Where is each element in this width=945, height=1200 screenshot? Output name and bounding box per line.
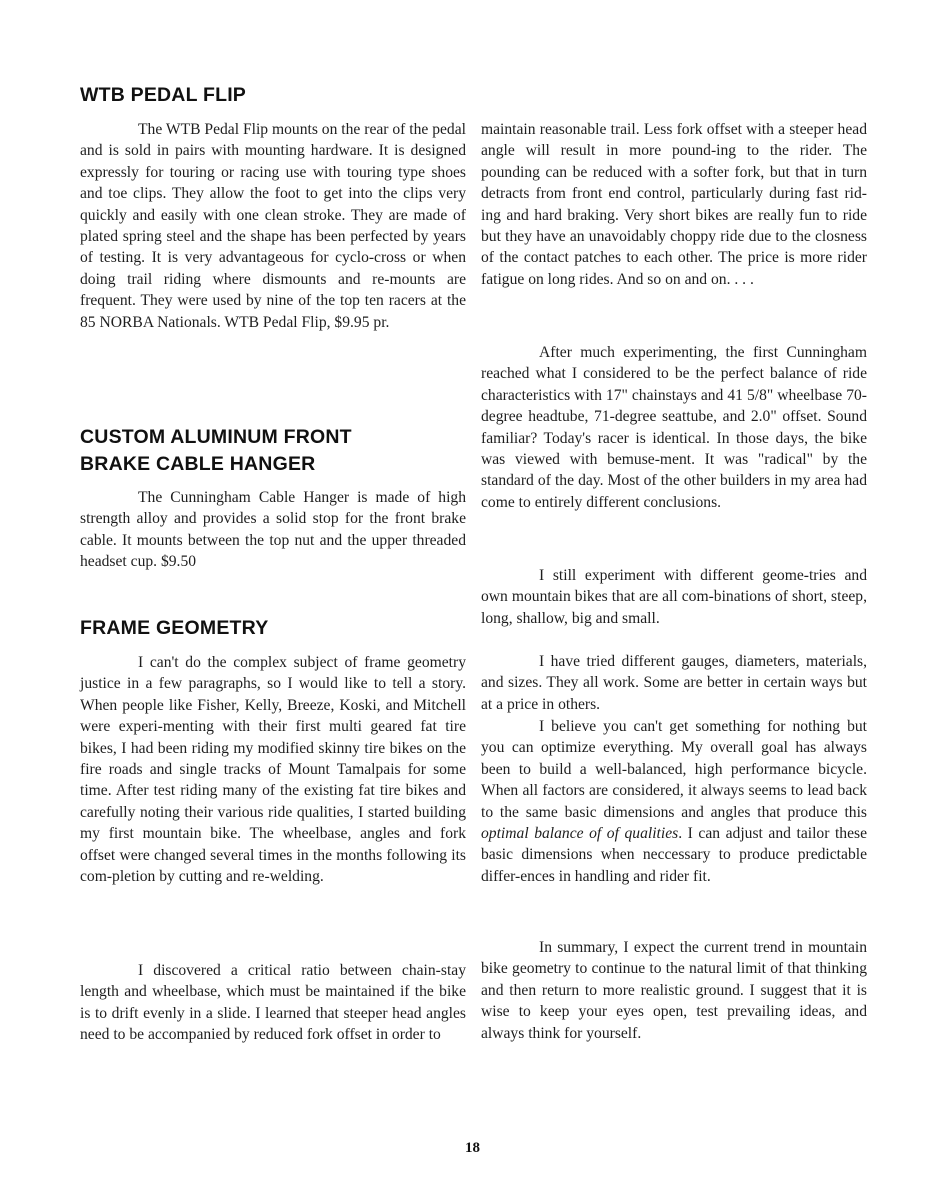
paragraph-cable-hanger: The Cunningham Cable Hanger is made of high strength alloy and provides a solid stop for the front brake cable. It mounts between the top nut and the upper threaded headset cup. $9.50	[80, 489, 466, 571]
paragraph-trail-continuation: maintain reasonable trail. Less fork offset with a steeper head angle will result in more pound-ing to the rider. The pounding can be reduced with a softer fork, but that in turn detracts from front end control, particularly during fast rid-ing and hard braking. Very short bikes are really fun to ride but they have an unavoidably choppy ride due to the closness of the contact patches to each other. The price is more rider fatigue on long rides. And so on and on. . . .	[481, 121, 867, 288]
section-heading-cable-hanger-line1: CUSTOM ALUMINUM FRONT	[80, 426, 352, 448]
paragraph-frame-geometry-1: I can't do the complex subject of frame geometry justice in a few paragraphs, so I would like to tell a story. When people like Fisher, Kelly, Breeze, Koski, and Mitchell were experi-menting with their first multi geared fat tire bikes, I had been riding my modified skinny tire bikes on the fire roads and single tracks of Mount Tamalpais for some time. After test riding many of the existing fat tire bikes and carefully noting their various ride qualities, I started building my first mountain bike. The wheelbase, angles and fork offset were changed several times in the months following its com-pletion by cutting and re-welding.	[80, 654, 466, 886]
paragraph-experiment: I still experiment with different geome-tries and own mountain bikes that are all com-binations of short, steep, long, shallow, big and small.	[481, 567, 867, 627]
paragraph-gauges: I have tried different gauges, diameters, materials, and sizes. They all work. Some are better in certain ways but at a price in others.	[481, 653, 867, 713]
paragraph-wtb-pedal-flip: The WTB Pedal Flip mounts on the rear of the pedal and is sold in pairs with mounting hardware. It is designed expressly for touring or racing use with touring type shoes and toe clips. They allow the foot to get into the clips very quickly and easily with one clean stroke. They are made of plated spring steel and the shape has been perfected by years of testing. It is very advantageous for cyclo-cross or when doing trail riding where dismounts and re-mounts are frequent. They were used by nine of the top ten racers at the 85 NORBA Nationals. WTB Pedal Flip, $9.95 pr.	[80, 121, 466, 331]
section-heading-wtb-pedal-flip: WTB PEDAL FLIP	[80, 84, 247, 106]
paragraph-summary: In summary, I expect the current trend in mountain bike geometry to continue to the natural limit of that thinking and then return to more realistic ground. I suggest that it is wise to keep your eyes open, test prevailing ideas, and always think for yourself.	[481, 939, 867, 1042]
paragraph-first-cunningham: After much experimenting, the first Cunningham reached what I considered to be the perfect balance of ride characteristics with 17" chainstays and 41 5/8" wheelbase 70-degree headtube, 71-degree seattube, and 2.0" offset. Sound familiar? Today's racer is identical. In those days, the bike was viewed with bemuse-ment. It was "radical" by the standard of the day. Most of the other builders in my area had come to entirely different conclusions.	[481, 344, 867, 511]
section-heading-cable-hanger-line2: BRAKE CABLE HANGER	[80, 453, 316, 475]
paragraph-optimize	[481, 716, 867, 887]
paragraph-optimize-text-b: . I can adjust and tailor these basic dimensions when neccessary to produce predictable differ-ences in handling and rider fit.	[481, 825, 867, 885]
section-heading-frame-geometry: FRAME GEOMETRY	[80, 617, 269, 639]
paragraph-optimize-text-a: I believe you can't get something for nothing but you can optimize everything. My overall goal has always been to build a well-balanced, high performance bicycle. When all factors are considered, it always seems to lead back to the same basic dimensions and angles that produce this	[481, 718, 867, 821]
page-number: 18	[465, 1140, 480, 1156]
paragraph-frame-geometry-2: I discovered a critical ratio between chain-stay length and wheelbase, which must be maintained if the bike is to drift evenly in a slide. I learned that steeper head angles need to be accompanied by reduced fork offset in order to	[80, 962, 466, 1044]
paragraph-optimize-italic: optimal balance of of qualities	[481, 825, 679, 843]
